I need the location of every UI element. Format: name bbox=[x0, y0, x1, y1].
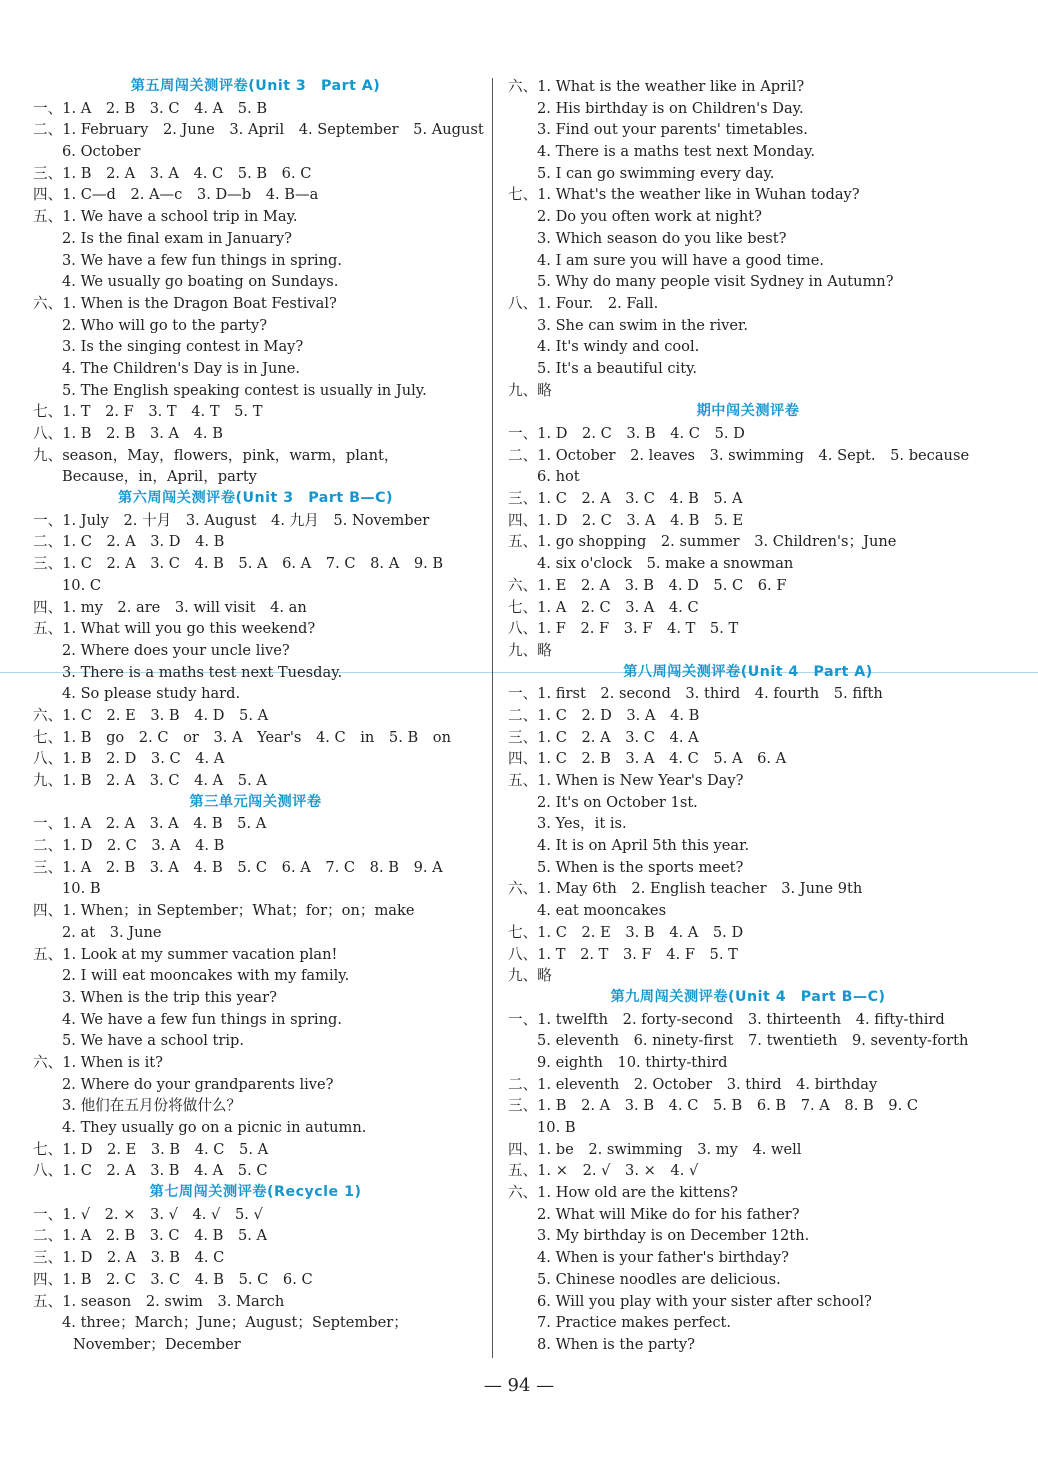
answer-continuation-line: 6. October bbox=[62, 143, 141, 161]
answer-continuation-line: 10. B bbox=[537, 1119, 576, 1136]
section-title: 第五周闯关测评卷(Unit 3 Part A) bbox=[130, 78, 381, 94]
answer-group-line: 一、1. first 2. second 3. third 4. fourth 5. fifth bbox=[508, 685, 883, 703]
right-answer-column bbox=[508, 76, 988, 1356]
answer-continuation-line: 3. When is the trip this year? bbox=[62, 988, 277, 1006]
answer-group-line: 二、1. February 2. June 3. April 4. September 5. August bbox=[33, 121, 484, 139]
answer-group-line: 四、1. C 2. B 3. A 4. C 5. A 6. A bbox=[508, 750, 787, 768]
answer-continuation-line: 2. It's on October 1st. bbox=[537, 793, 698, 811]
answer-continuation-line: 4. They usually go on a picnic in autumn. bbox=[62, 1119, 367, 1136]
answer-continuation-line: 3. We have a few fun things in spring. bbox=[62, 251, 342, 269]
answer-continuation-line: 5. It's a beautiful city. bbox=[537, 359, 698, 377]
section-title: 第七周闯关测评卷(Recycle 1) bbox=[149, 1184, 362, 1201]
answer-group-line: 六、1. What is the weather like in April? bbox=[508, 78, 805, 95]
answer-continuation-line: 3. 他们在五月份将做什么？ bbox=[62, 1097, 242, 1115]
answer-continuation-line: 5. The English speaking contest is usually in July. bbox=[62, 381, 427, 399]
answer-continuation-line: 10. B bbox=[62, 880, 101, 898]
answer-group-line: 一、1. √ 2. × 3. √ 4. √ 5. √ bbox=[33, 1205, 263, 1223]
answer-group-line: 三、1. C 2. A 3. C 4. A bbox=[508, 728, 699, 746]
answer-group-line: 八、1. C 2. A 3. B 4. A 5. C bbox=[33, 1162, 268, 1180]
answer-continuation-line: 10. C bbox=[62, 576, 102, 594]
answer-group-line: 六、1. When is the Dragon Boat Festival? bbox=[33, 294, 337, 312]
answer-group-line: 五、1. We have a school trip in May. bbox=[33, 208, 298, 226]
section-title: 第六周闯关测评卷(Unit 3 Part B—C) bbox=[118, 490, 393, 507]
answer-continuation-line: 8. When is the party? bbox=[537, 1335, 695, 1353]
answer-continuation-line: 9. eighth 10. thirty-third bbox=[537, 1053, 728, 1071]
answer-continuation-line: 6. hot bbox=[537, 468, 580, 486]
answer-continuation-line: 5. Why do many people visit Sydney in Autumn? bbox=[537, 273, 894, 291]
column-divider bbox=[492, 78, 493, 1358]
answer-continuation-line: 2. His birthday is on Children's Day. bbox=[537, 99, 804, 117]
answer-continuation-line: 5. We have a school trip. bbox=[62, 1032, 245, 1050]
answer-continuation-line: 2. Who will go to the party? bbox=[62, 316, 268, 334]
answer-group-line: 九、1. B 2. A 3. C 4. A 5. A bbox=[33, 772, 267, 789]
answer-group-line: 八、1. B 2. D 3. C 4. A bbox=[33, 750, 225, 768]
answer-group-line: 八、1. F 2. F 3. F 4. T 5. T bbox=[508, 620, 739, 638]
answer-group-line: 五、1. season 2. swim 3. March bbox=[33, 1292, 285, 1310]
answer-group-line: 四、1. B 2. C 3. C 4. B 5. C 6. C bbox=[33, 1270, 313, 1288]
section-title: 第三单元闯关测评卷 bbox=[189, 793, 322, 810]
answer-continuation-line: 4. The Children's Day is in June. bbox=[62, 359, 301, 377]
answer-group-line: 九、略 bbox=[508, 381, 552, 399]
answer-group-line: 七、1. T 2. F 3. T 4. T 5. T bbox=[33, 403, 263, 421]
answer-continuation-line: 4. So please study hard. bbox=[62, 685, 241, 703]
answer-group-line: 五、1. go shopping 2. summer 3. Children's；June bbox=[508, 533, 897, 551]
answer-continuation-line: 3. Yes，it is. bbox=[537, 815, 627, 833]
answer-group-line: 九、略 bbox=[508, 967, 552, 985]
answer-group-line: 六、1. May 6th 2. English teacher 3. June 9th bbox=[508, 880, 863, 898]
answer-continuation-line: 4. It is on April 5th this year. bbox=[537, 837, 750, 855]
answer-group-line: 二、1. C 2. D 3. A 4. B bbox=[508, 706, 700, 724]
answer-group-line: 八、1. B 2. B 3. A 4. B bbox=[33, 425, 223, 442]
answer-group-line: 七、1. What's the weather like in Wuhan today? bbox=[508, 186, 860, 204]
answer-group-line: 二、1. A 2. B 3. C 4. B 5. A bbox=[33, 1227, 268, 1245]
left-answer-column bbox=[33, 76, 484, 1356]
answer-group-line: 五、1. When is New Year's Day? bbox=[508, 772, 744, 789]
section-title: 第九周闯关测评卷(Unit 4 Part B—C) bbox=[610, 988, 886, 1005]
answer-continuation-line: 3. My birthday is on December 12th. bbox=[537, 1227, 810, 1245]
page-number: — 94 — bbox=[483, 1375, 555, 1396]
answer-group-line: 三、1. B 2. A 3. B 4. C 5. B 6. B 7. A 8. B 9. C bbox=[508, 1097, 919, 1115]
answer-group-line: 六、1. C 2. E 3. B 4. D 5. A bbox=[33, 706, 269, 724]
answer-group-line: 八、1. T 2. T 3. F 4. F 5. T bbox=[508, 945, 738, 963]
answer-continuation-line: 5. eleventh 6. ninety-first 7. twentieth 9. seventy-forth bbox=[537, 1032, 969, 1050]
answer-group-line: 三、1. B 2. A 3. A 4. C 5. B 6. C bbox=[33, 164, 312, 182]
answer-group-line: 六、1. How old are the kittens? bbox=[508, 1184, 738, 1202]
answer-continuation-line: 5. I can go swimming every day. bbox=[537, 164, 775, 182]
answer-continuation-line: 2. at 3. June bbox=[62, 923, 162, 941]
answer-group-line: 一、1. A 2. B 3. C 4. A 5. B bbox=[33, 99, 268, 117]
answer-group-line: 二、1. eleventh 2. October 3. third 4. birthday bbox=[508, 1075, 878, 1093]
answer-continuation-line: 4. I am sure you will have a good time. bbox=[537, 251, 824, 269]
answer-continuation-line: 4. There is a maths test next Monday. bbox=[537, 143, 816, 161]
answer-continuation-line: 2. Where does your uncle live? bbox=[62, 641, 290, 659]
answer-group-line: 四、1. C—d 2. A—c 3. D—b 4. B—a bbox=[33, 186, 319, 204]
answer-continuation-line: 5. When is the sports meet? bbox=[537, 858, 744, 876]
answer-continuation-line: 2. Where do your grandparents live? bbox=[62, 1075, 334, 1093]
answer-group-line: 七、1. C 2. E 3. B 4. A 5. D bbox=[508, 923, 744, 941]
answer-continuation-line: 3. Find out your parents' timetables. bbox=[537, 121, 808, 139]
answer-group-line: 五、1. × 2. √ 3. × 4. √ bbox=[508, 1162, 699, 1180]
answer-continuation-line: 3. Is the singing contest in May? bbox=[62, 338, 304, 356]
answer-group-line: 四、1. D 2. C 3. A 4. B 5. E bbox=[508, 511, 744, 529]
answer-group-line: 四、1. my 2. are 3. will visit 4. an bbox=[33, 598, 307, 616]
answer-continuation-line: Because，in，April，party bbox=[62, 468, 257, 486]
answer-continuation-line: 4. six o'clock 5. make a snowman bbox=[537, 555, 794, 573]
answer-group-line: 四、1. When；in September；What；for；on；make bbox=[33, 902, 415, 920]
answer-continuation-line: 2. What will Mike do for his father? bbox=[537, 1205, 800, 1223]
answer-continuation-line: 3. She can swim in the river. bbox=[537, 316, 749, 334]
answer-continuation-line: 4. eat mooncakes bbox=[537, 902, 667, 920]
answer-continuation-line: 3. There is a maths test next Tuesday. bbox=[62, 663, 343, 681]
answer-group-line: 七、1. B go 2. C or 3. A Year's 4. C in 5. B on bbox=[33, 728, 451, 746]
answer-continuation-line: 4. When is your father's birthday? bbox=[537, 1249, 789, 1267]
answer-continuation-line: 4. It's windy and cool. bbox=[537, 338, 700, 356]
answer-group-line: 一、1. July 2. 十月 3. August 4. 九月 5. November bbox=[33, 511, 430, 529]
answer-group-line: 五、1. Look at my summer vacation plan! bbox=[33, 945, 338, 963]
answer-group-line: 七、1. A 2. C 3. A 4. C bbox=[508, 598, 699, 616]
answer-group-line: 三、1. C 2. A 3. C 4. B 5. A bbox=[508, 490, 743, 508]
answer-group-line: 三、1. C 2. A 3. C 4. B 5. A 6. A 7. C 8. A 9. B bbox=[33, 555, 444, 573]
answer-group-line: 七、1. D 2. E 3. B 4. C 5. A bbox=[33, 1140, 269, 1158]
section-title: 期中闯关测评卷 bbox=[696, 403, 800, 420]
answer-continuation-line: 4. We usually go boating on Sundays. bbox=[62, 273, 339, 291]
answer-group-line: 二、1. D 2. C 3. A 4. B bbox=[33, 837, 225, 855]
answer-continuation-line: November；December bbox=[73, 1335, 241, 1353]
answer-group-line: 八、1. Four. 2. Fall. bbox=[508, 294, 659, 312]
answer-group-line: 五、1. What will you go this weekend? bbox=[33, 620, 316, 638]
answer-group-line: 六、1. E 2. A 3. B 4. D 5. C 6. F bbox=[508, 576, 787, 594]
answer-group-line: 一、1. D 2. C 3. B 4. C 5. D bbox=[508, 425, 745, 442]
answer-group-line: 三、1. D 2. A 3. B 4. C bbox=[33, 1249, 225, 1267]
answer-continuation-line: 2. Do you often work at night? bbox=[537, 208, 762, 226]
answer-continuation-line: 7. Practice makes perfect. bbox=[537, 1314, 732, 1332]
section-title: 第八周闯关测评卷(Unit 4 Part A) bbox=[623, 663, 873, 680]
answer-group-line: 二、1. October 2. leaves 3. swimming 4. Sept. 5. because bbox=[508, 446, 970, 464]
answer-group-line: 九、略 bbox=[508, 641, 552, 659]
answer-continuation-line: 2. I will eat mooncakes with my family. bbox=[62, 967, 350, 985]
answer-group-line: 四、1. be 2. swimming 3. my 4. well bbox=[508, 1140, 802, 1158]
answer-continuation-line: 4. We have a few fun things in spring. bbox=[62, 1010, 342, 1028]
answer-continuation-line: 3. Which season do you like best? bbox=[537, 229, 787, 247]
answer-continuation-line: 6. Will you play with your sister after school? bbox=[537, 1292, 872, 1310]
answer-continuation-line: 2. Is the final exam in January? bbox=[62, 229, 292, 247]
answer-continuation-line: 4. three；March；June；August；September； bbox=[62, 1314, 408, 1332]
answer-group-line: 六、1. When is it? bbox=[33, 1053, 163, 1071]
answer-group-line: 九、season，May，flowers，pink，warm，plant， bbox=[33, 446, 399, 464]
answer-group-line: 一、1. A 2. A 3. A 4. B 5. A bbox=[33, 815, 267, 833]
answer-group-line: 二、1. C 2. A 3. D 4. B bbox=[33, 533, 225, 551]
answer-group-line: 三、1. A 2. B 3. A 4. B 5. C 6. A 7. C 8. B 9. A bbox=[33, 858, 443, 876]
answer-continuation-line: 5. Chinese noodles are delicious. bbox=[537, 1270, 781, 1288]
answer-group-line: 一、1. twelfth 2. forty-second 3. thirteenth 4. fifty-third bbox=[508, 1010, 945, 1028]
